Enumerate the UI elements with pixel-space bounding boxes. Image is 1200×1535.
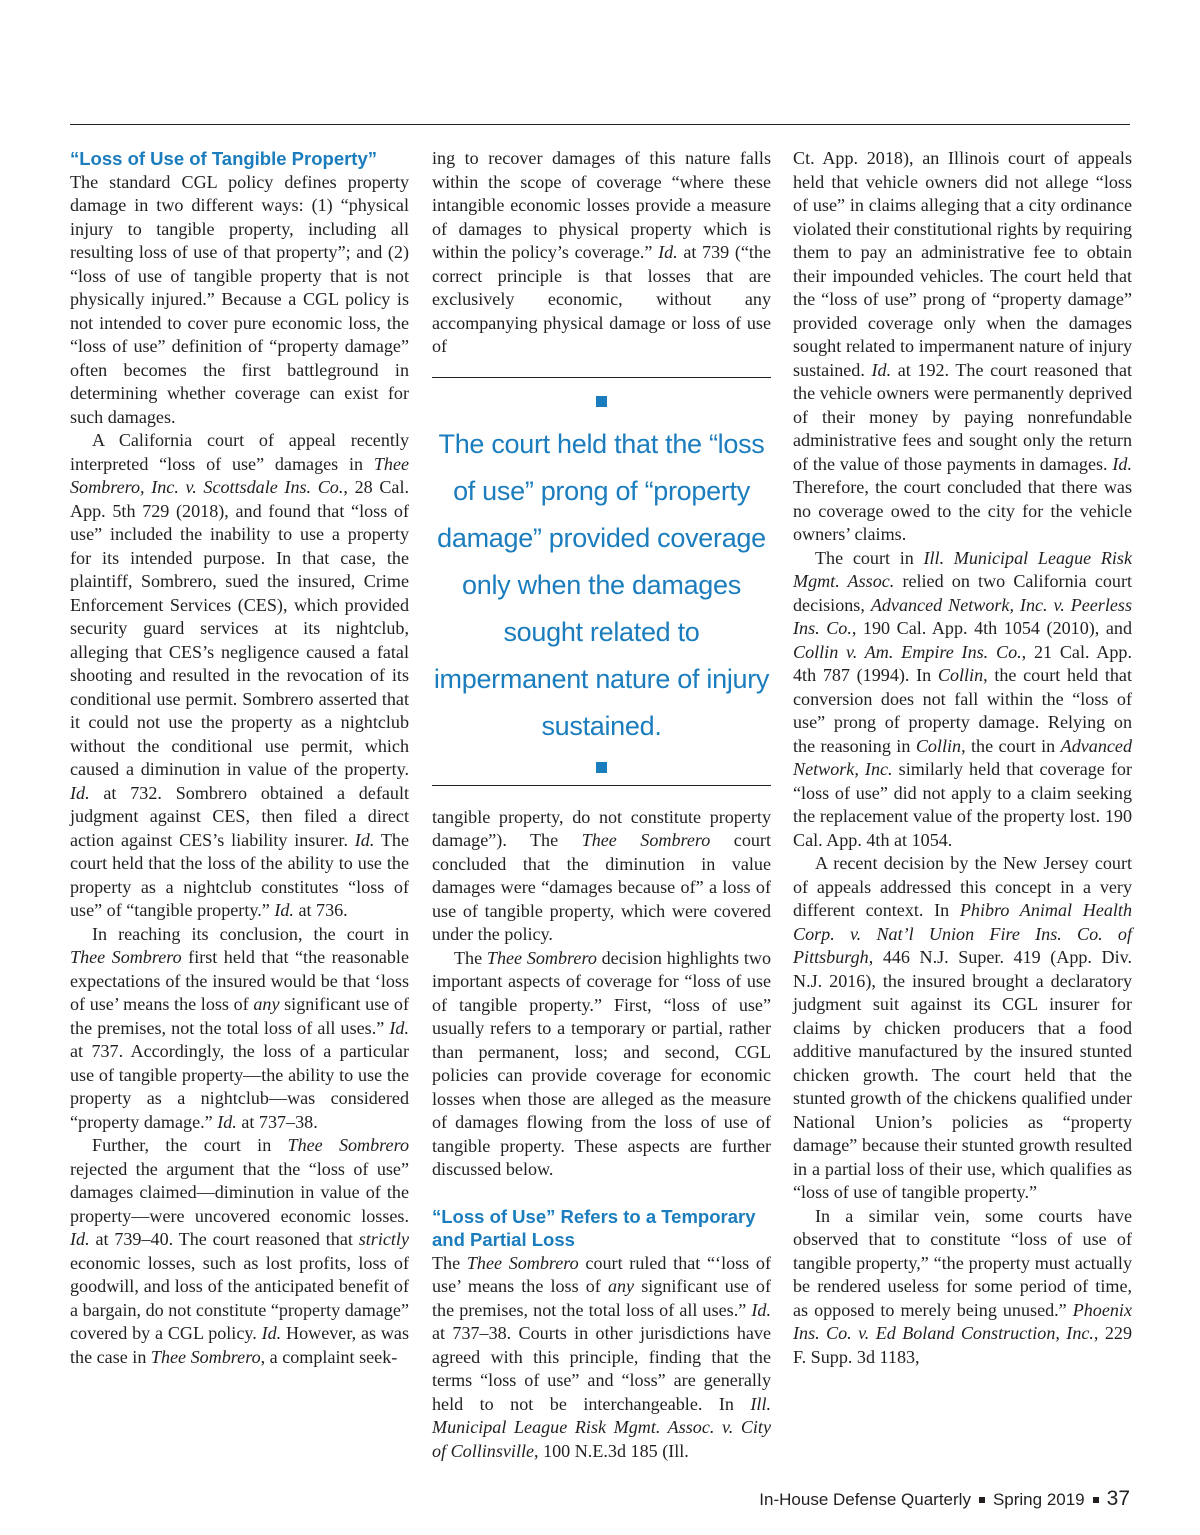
paragraph: ing to recover damages of this nature falls within the scope of coverage “where these intangible economic losses provide a measure of damages to physical property which is within the policy’s coverage.” Id. at 739 (“the correct principle is that losses that are exclusively economic, without any accompanying physical damage or loss of use of: [432, 148, 771, 356]
paragraph: Further, the court in Thee Sombrero rejected the argument that the “loss of use” damages claimed—diminution in value of the property—were uncovered economic losses. Id. at 739–40. The court reasoned that strictly economic losses, such as lost profits, loss of goodwill, and loss of the anticipated benefit of a bargain, do not constitute “property damage” covered by a CGL policy. Id. However, as was the case in Thee Sombrero, a complaint seek-: [70, 1135, 409, 1367]
square-bullet-icon: [596, 762, 607, 773]
square-bullet-icon: [1093, 1497, 1099, 1503]
column-1: [70, 147, 409, 1369]
section-heading-temporary-loss: “Loss of Use” Refers to a Temporary and Partial Loss: [432, 1205, 756, 1250]
paragraph: The standard CGL policy defines property damage in two different ways: (1) “physical injury to tangible property, including all resulting loss of use of that property”; and (2) “loss of use of tangible property that is not physically injured.” Because a CGL policy is not intended to cover pure economic loss, the “loss of use” definition of “property damage” often becomes the first battleground in determining whether coverage can exist for such damages.: [70, 171, 409, 427]
issue-date: Spring 2019: [992, 1490, 1085, 1509]
pull-quote-text: The court held that the “loss of use” prong of “property damage” provided coverage only when the damages sought related to impermanent nature of injury sustained.: [433, 428, 770, 741]
page-number: 37: [1106, 1487, 1130, 1510]
pull-quote: [432, 377, 771, 786]
top-rule: [70, 124, 1130, 125]
square-bullet-icon: [596, 396, 607, 407]
paragraph: The Thee Sombrero court ruled that “‘loss of use’ means the loss of any significant use of the premises, not the total loss of all uses.” Id. at 737–38. Courts in other jurisdictions have agreed with this principle, finding that the terms “loss of use” and “loss” are generally held to not be interchangeable. In Ill. Municipal League Risk Mgmt. Assoc. v. City of Collinsville, 100 N.E.3d 185 (Ill.: [432, 1252, 771, 1461]
column-2: [432, 147, 771, 1463]
paragraph: tangible property, do not constitute property damage”). The Thee Sombrero court concluded that the diminution in value damages were “damages because of” a loss of use of tangible property, which were covered under the policy.: [432, 806, 771, 944]
section-heading-loss-of-use: “Loss of Use of Tangible Property”: [70, 148, 378, 169]
paragraph: Ct. App. 2018), an Illinois court of appeals held that vehicle owners did not allege “loss of use” in claims alleging that a city ordinance violated their constitutional rights by requiring them to pay an administrative fee to obtain their impounded vehicles. The court held that the “loss of use” prong of “property damage” provided coverage only when the damages sought related to impermanent nature of injury sustained. Id. at 192. The court reasoned that the vehicle owners were permanently deprived of their money by paying nonrefundable administrative fees and sought only the return of the value of those payments in damages. Id. Therefore, the court concluded that there was no coverage owed to the city for the vehicle owners’ claims.: [793, 148, 1132, 544]
square-bullet-icon: [979, 1497, 985, 1503]
paragraph: In reaching its conclusion, the court in Thee Sombrero first held that “the reasonable expectations of the insured would be that ‘loss of use’ means the loss of any significant use of the premises, not the total loss of all uses.” Id. at 737. Accordingly, the loss of a particular use of tangible property—the ability to use the property as a nightclub—was considered “property damage.” Id. at 737–38.: [70, 923, 409, 1132]
paragraph: A California court of appeal recently interpreted “loss of use” damages in Thee Sombrero, Inc. v. Scottsdale Ins. Co., 28 Cal. App. 5th 729 (2018), and found that “loss of use” included the inability to use a property for its intended purpose. In that case, the plaintiff, Sombrero, sued the insured, Crime Enforcement Services (CES), which provided security guard services at its nightclub, alleging that CES’s negligence caused a fatal shooting and resulted in the revocation of its conditional use permit. Sombrero asserted that it could not use the property as a nightclub without the conditional use permit, which caused a diminution in value of the property. Id. at 732. Sombrero obtained a default judgment against CES, then filed a direct action against CES’s liability insurer. Id. The court held that the loss of the ability to use the property as a nightclub constitutes “loss of use” of “tangible property.” Id. at 736.: [70, 430, 409, 920]
paragraph: The court in Ill. Municipal League Risk Mgmt. Assoc. relied on two California court decisions, Advanced Network, Inc. v. Peerless Ins. Co., 190 Cal. App. 4th 1054 (2010), and Collin v. Am. Empire Ins. Co., 21 Cal. App. 4th 787 (1994). In Collin, the court held that conversion does not fall within the “loss of use” prong of property damage. Relying on the reasoning in Collin, the court in Advanced Network, Inc. similarly held that coverage for “loss of use” did not apply to a claim seeking the replacement value of the property lost. 190 Cal. App. 4th at 1054.: [793, 547, 1133, 850]
paragraph: A recent decision by the New Jersey court of appeals addressed this concept in a very different context. In Phibro Animal Health Corp. v. Nat’l Union Fire Ins. Co. of Pittsburgh, 446 N.J. Super. 419 (App. Div. N.J. 2016), the insured brought a declaratory judgment suit against its CGL insurer for claims by chicken producers that a food additive manufactured by the insured stunted chicken growth. The court held that the stunted growth of the chickens qualified under National Union’s policies as “property damage” because their stunted growth resulted in a partial loss of their use, which qualifies as “loss of use of tangible property.”: [793, 853, 1132, 1202]
column-3: [793, 147, 1132, 1369]
paragraph: In a similar vein, some courts have observed that to constitute “loss of use of tangible property,” “the property must actually be rendered useless for some period of time, as opposed to merely being unused.” Phoenix Ins. Co. v. Ed Boland Construction, Inc., 229 F. Supp. 3d 1183,: [793, 1205, 1132, 1367]
page-footer: [759, 1487, 1130, 1511]
paragraph: The Thee Sombrero decision highlights two important aspects of coverage for “loss of use of tangible property.” First, “loss of use” usually refers to a temporary or partial, rather than permanent, loss; and second, CGL policies can provide coverage for economic losses when those are alleged as the measure of damages flowing from the loss of use of tangible property. These aspects are further discussed below.: [432, 947, 771, 1179]
publication-name: In-House Defense Quarterly: [759, 1490, 971, 1509]
